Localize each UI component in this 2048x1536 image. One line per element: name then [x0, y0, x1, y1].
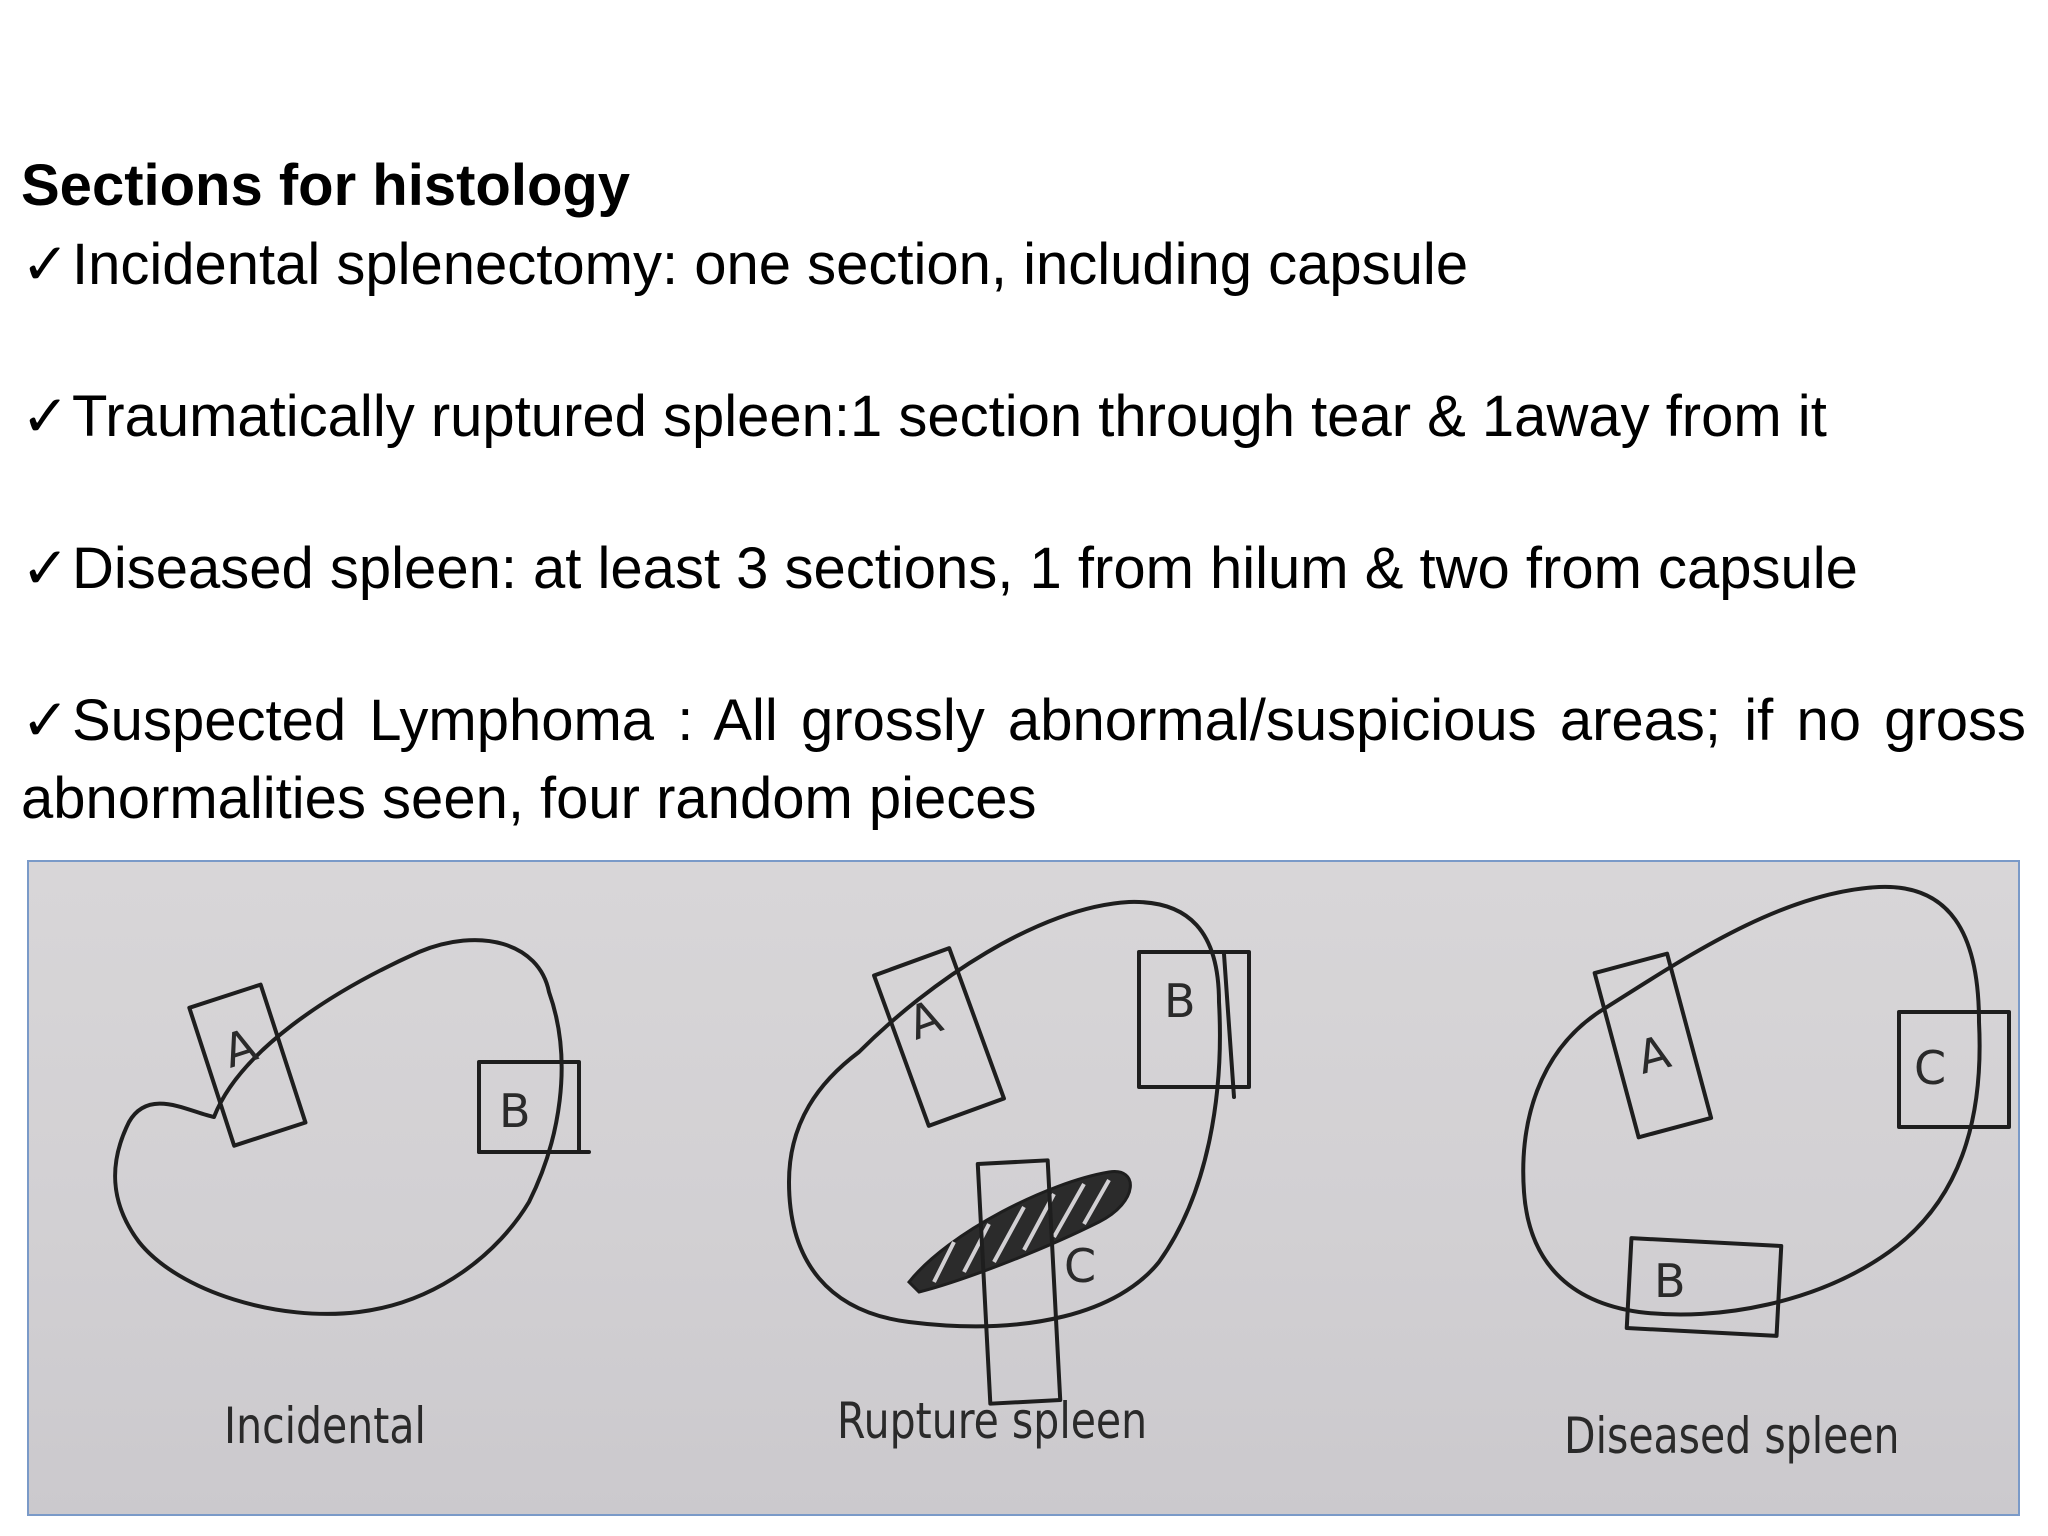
ruptured-spleen-diagram: [789, 902, 1249, 1404]
slide-heading: Sections for histology: [21, 153, 631, 218]
section-label-a: A: [1631, 1024, 1676, 1085]
tear-shape: [909, 1172, 1130, 1292]
spleen-outline: [1523, 887, 1979, 1315]
section-label-a: A: [900, 988, 950, 1051]
section-box-a: [874, 948, 1004, 1126]
bullet-incidental: [21, 226, 1468, 304]
section-label-b: B: [499, 1084, 531, 1138]
bullet-ruptured: [21, 378, 1827, 456]
section-rect: [978, 1160, 1060, 1403]
check-icon: ✓: [21, 232, 70, 297]
check-icon: ✓: [21, 384, 70, 449]
section-box-c: [1899, 1012, 2009, 1127]
spleen-sectioning-figure: [27, 860, 2020, 1516]
bullet-text: Incidental splenectomy: one section, including capsule: [72, 232, 1469, 297]
section-box-a: [189, 985, 305, 1146]
bullet-lymphoma: [21, 682, 2026, 838]
section-label-c: C: [1064, 1239, 1097, 1293]
section-label-a: A: [216, 1017, 264, 1079]
section-box-b: [1139, 952, 1249, 1097]
section-rect: [1224, 954, 1234, 1097]
diseased-spleen-diagram: [1523, 887, 2009, 1336]
caption-incidental: Incidental: [224, 1397, 426, 1455]
caption-rupture-spleen: Rupture spleen: [837, 1392, 1148, 1450]
incidental-spleen-diagram: [115, 940, 589, 1314]
section-label-b: B: [1654, 1254, 1686, 1308]
section-box-a: [1595, 954, 1711, 1138]
spleen-outline: [115, 940, 562, 1314]
tear-hatched-area: [909, 1172, 1130, 1292]
bullet-text: Diseased spleen: at least 3 sections, 1 from hilum & two from capsule: [72, 536, 1858, 601]
section-box-b: [479, 1062, 589, 1152]
section-box-b: [1627, 1238, 1782, 1336]
caption-diseased-spleen: Diseased spleen: [1564, 1407, 1900, 1465]
check-icon: ✓: [21, 536, 70, 601]
section-label-b: B: [1164, 974, 1196, 1028]
section-rect: [1627, 1238, 1782, 1336]
check-icon: ✓: [21, 688, 70, 753]
bullet-text: Suspected Lymphoma : All grossly abnormal/suspicious areas; if no gross abnormalities seen, four random pieces: [21, 688, 2026, 831]
bullet-text: Traumatically ruptured spleen:1 section through tear & 1away from it: [72, 384, 1827, 449]
section-label-c: C: [1914, 1041, 1947, 1095]
bullet-diseased: [21, 530, 1858, 608]
